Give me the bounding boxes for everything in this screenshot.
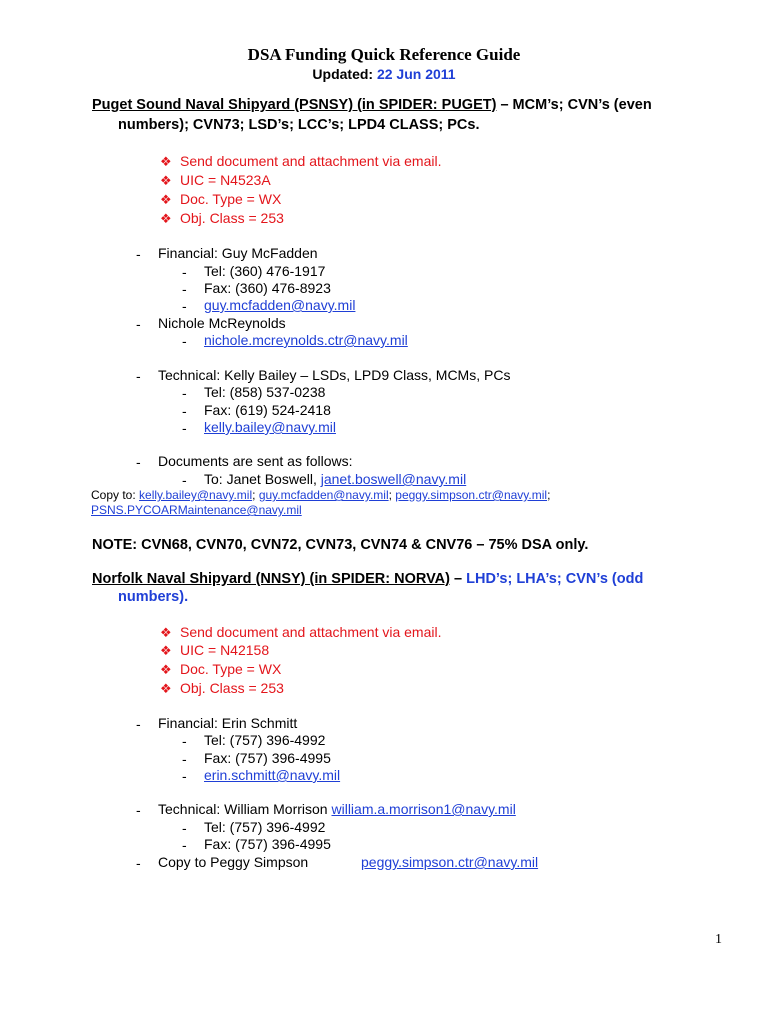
psnsy-financial-fax: Fax: (360) 476-8923	[204, 280, 331, 296]
psnsy-financial-tel: Tel: (360) 476-1917	[204, 263, 326, 279]
dash-bullet: -	[182, 820, 187, 836]
nnsy-copy-label: Copy to Peggy Simpson	[158, 854, 309, 870]
dash-bullet: -	[136, 368, 141, 384]
psnsy-bullet-objclass: Obj. Class = 253	[180, 210, 284, 226]
nnsy-technical-fax: Fax: (757) 396-4995	[204, 836, 331, 852]
dash-bullet: -	[182, 751, 187, 767]
copy-email-link[interactable]: peggy.simpson.ctr@navy.mil	[395, 488, 548, 502]
nnsy-financial-email-link[interactable]: erin.schmitt@navy.mil	[204, 767, 341, 783]
dash-bullet: -	[136, 855, 141, 871]
nnsy-heading-line2: numbers).	[118, 589, 189, 605]
copy-separator: ;	[252, 488, 259, 502]
psnsy-heading-line2: numbers); CVN73; LSD’s; LCC’s; LPD4 CLASS; PCs.	[118, 117, 480, 133]
nnsy-bullet-objclass: Obj. Class = 253	[180, 680, 284, 696]
psnsy-documents-to-line	[204, 471, 466, 487]
psnsy-heading-name: Puget Sound Naval Shipyard (PSNSY) (in SPIDER: PUGET)	[92, 97, 497, 113]
nnsy-heading	[92, 571, 643, 587]
page-title: DSA Funding Quick Reference Guide	[247, 45, 521, 64]
dash-bullet: -	[182, 403, 187, 419]
psnsy-documents-to-email-link[interactable]: janet.boswell@navy.mil	[320, 471, 467, 487]
nnsy-financial-fax: Fax: (757) 396-4995	[204, 750, 331, 766]
psnsy-bullet-email: Send document and attachment via email.	[180, 153, 442, 169]
copy-email-link[interactable]: PSNS.PYCOARMaintenance@navy.mil	[91, 503, 302, 517]
copy-email-link[interactable]: guy.mcfadden@navy.mil	[258, 488, 389, 502]
diamond-bullet-icon: ❖	[160, 662, 172, 677]
updated-line	[0, 66, 768, 82]
psnsy-heading	[92, 97, 652, 113]
psnsy-technical-email-link[interactable]: kelly.bailey@navy.mil	[204, 419, 336, 435]
psnsy-documents-to: To: Janet Boswell,	[204, 471, 321, 487]
diamond-bullet-icon: ❖	[160, 625, 172, 640]
dash-bullet: -	[182, 298, 187, 314]
dash-bullet: -	[182, 281, 187, 297]
updated-label: Updated:	[312, 66, 374, 82]
dash-bullet: -	[136, 246, 141, 262]
dash-bullet: -	[182, 768, 187, 784]
psnsy-financial-email-link[interactable]: guy.mcfadden@navy.mil	[204, 297, 356, 313]
psnsy-technical-fax: Fax: (619) 524-2418	[204, 402, 331, 418]
diamond-bullet-icon: ❖	[160, 173, 172, 188]
diamond-bullet-icon: ❖	[160, 211, 172, 226]
psnsy-copy-to-label: Copy to:	[91, 488, 140, 502]
psnsy-copy-to-line2	[91, 503, 302, 517]
nnsy-bullet-doctype: Doc. Type = WX	[180, 661, 282, 677]
nnsy-financial-label: Financial: Erin Schmitt	[158, 715, 298, 731]
nnsy-technical-line	[158, 801, 516, 817]
psnsy-copy-to-line: Copy to: kelly.bailey@navy.mil; guy.mcfadden@navy.mil; peggy.simpson.ctr@navy.mil;	[91, 488, 551, 502]
note-text: NOTE: CVN68, CVN70, CVN72, CVN73, CVN74 & CNV76 – 75% DSA only.	[92, 537, 589, 553]
diamond-bullet-icon: ❖	[160, 681, 172, 696]
dash-bullet: -	[182, 837, 187, 853]
dash-bullet: -	[182, 333, 187, 349]
copy-separator: ;	[388, 488, 396, 502]
dash-bullet: -	[136, 454, 141, 470]
nnsy-technical-email-link[interactable]: william.a.morrison1@navy.mil	[331, 801, 516, 817]
dash-bullet: -	[182, 733, 187, 749]
dash-bullet: -	[182, 385, 187, 401]
psnsy-contact2-name: Nichole McReynolds	[158, 315, 286, 331]
psnsy-bullet-uic: UIC = N4523A	[180, 172, 271, 188]
dash-bullet: -	[136, 716, 141, 732]
nnsy-heading-rest1: LHD’s; LHA’s; CVN’s (odd	[466, 571, 644, 587]
psnsy-technical-tel: Tel: (858) 537-0238	[204, 384, 326, 400]
nnsy-technical-label: Technical: William Morrison	[158, 801, 332, 817]
psnsy-financial-label: Financial: Guy McFadden	[158, 245, 318, 261]
nnsy-heading-dash: –	[449, 571, 467, 587]
updated-date: 22 Jun 2011	[376, 66, 456, 82]
dash-bullet: -	[136, 316, 141, 332]
psnsy-contact2-email-link[interactable]: nichole.mcreynolds.ctr@navy.mil	[204, 332, 408, 348]
nnsy-bullet-email: Send document and attachment via email.	[180, 624, 442, 640]
diamond-bullet-icon: ❖	[160, 154, 172, 169]
nnsy-financial-tel: Tel: (757) 396-4992	[204, 732, 326, 748]
psnsy-technical-label: Technical: Kelly Bailey – LSDs, LPD9 Class, MCMs, PCs	[158, 367, 511, 383]
psnsy-heading-rest1: – MCM’s; CVN’s (even	[496, 97, 652, 113]
copy-email-link[interactable]: kelly.bailey@navy.mil	[139, 488, 253, 502]
dash-bullet: -	[182, 264, 187, 280]
dash-bullet: -	[136, 802, 141, 818]
psnsy-documents-label: Documents are sent as follows:	[158, 453, 353, 469]
nnsy-heading-name: Norfolk Naval Shipyard (NNSY) (in SPIDER: NORVA)	[92, 571, 450, 587]
dash-bullet: -	[182, 420, 187, 436]
psnsy-bullet-doctype: Doc. Type = WX	[180, 191, 282, 207]
page-number: 1	[715, 932, 722, 947]
nnsy-technical-tel: Tel: (757) 396-4992	[204, 819, 326, 835]
nnsy-bullet-uic: UIC = N42158	[180, 642, 270, 658]
nnsy-copy-email-link[interactable]: peggy.simpson.ctr@navy.mil	[361, 854, 539, 870]
dash-bullet: -	[182, 472, 187, 488]
diamond-bullet-icon: ❖	[160, 192, 172, 207]
diamond-bullet-icon: ❖	[160, 643, 172, 658]
